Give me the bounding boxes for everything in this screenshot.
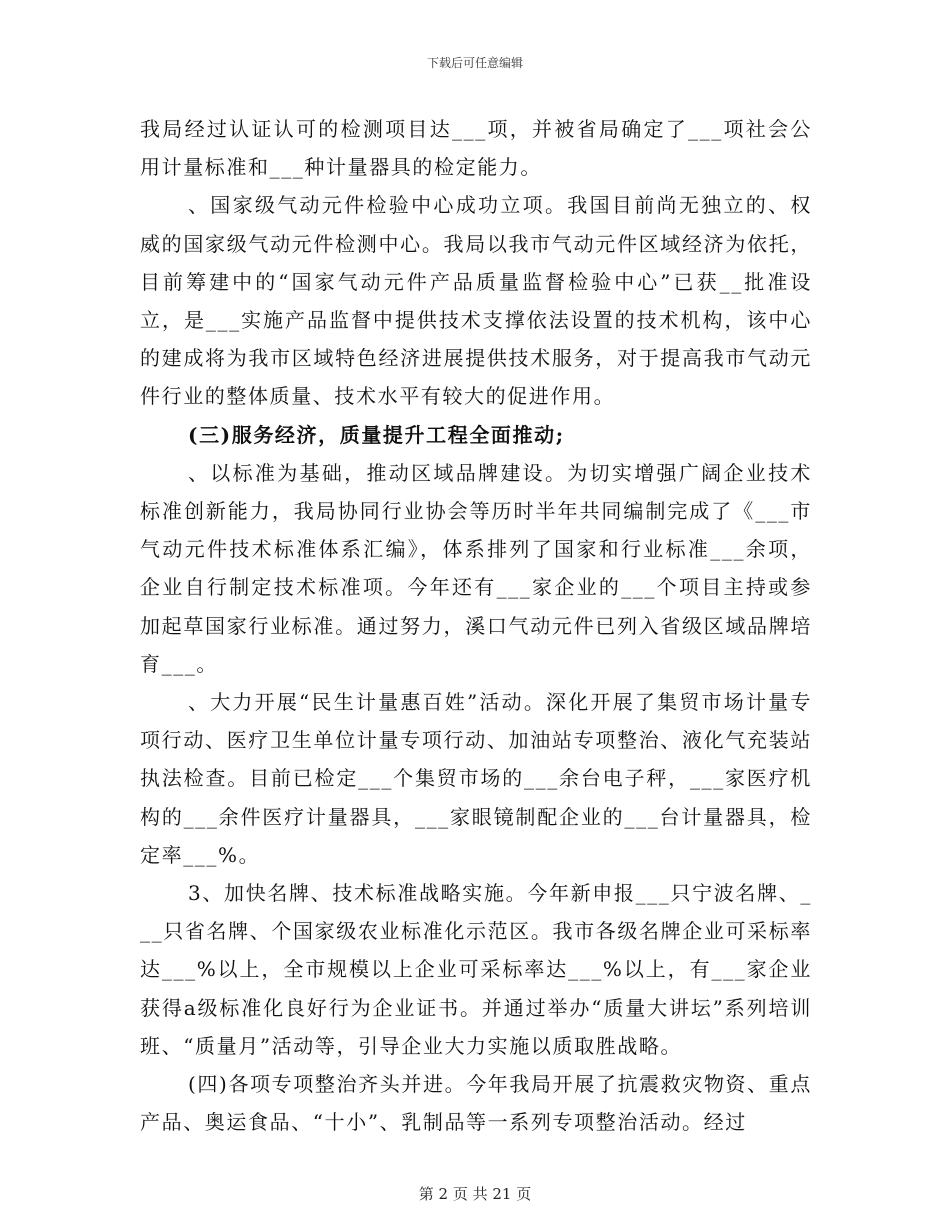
paragraph-7: (四)各项专项整治齐头并进。今年我局开展了抗震救灾物资、重点产品、奥运食品、“十小”、乳制品等一系列专项整治活动。经过 [140, 1072, 812, 1135]
document-body [140, 110, 812, 1141]
paragraph-4: 、以标准为基础，推动区域品牌建设。为切实增强广阔企业技术标准创新能力，我局协同行业协会等历时半年共同编制完成了《___市气动元件技术标准体系汇编》，体系排列了国家和行业标准___余项，企业自行制定技术标准项。今年还有___家企业的___个项目主持或参加起草国家行业标准。通过努力，溪口气动元件已列入省级区域品牌培育___。 [140, 460, 812, 676]
section-heading-3: (三)服务经济，质量提升工程全面推动; [188, 422, 565, 447]
page-footer: 第 2 页 共 21 页 [418, 1185, 532, 1203]
paragraph-5: 、大力开展“民生计量惠百姓”活动。深化开展了集贸市场计量专项行动、医疗卫生单位计量专项行动、加油站专项整治、液化气充装站执法检查。目前已检定___个集贸市场的___余台电子秤，___家医疗机构的___余件医疗计量器具，___家眼镜制配企业的___台计量器具，检定率___%。 [140, 690, 812, 867]
paragraph-2: 、国家级气动元件检验中心成功立项。我国目前尚无独立的、权威的国家级气动元件检测中心。我局以我市气动元件区域经济为依托，目前筹建中的“国家气动元件产品质量监督检验中心”已获__批准设立，是___实施产品监督中提供技术支撑依法设置的技术机构，该中心的建成将为我市区域特色经济进展提供技术服务，对于提高我市气动元件行业的整体质量、技术水平有较大的促进作用。 [140, 193, 812, 409]
paragraph-6: 3、加快名牌、技术标准战略实施。今年新申报___只宁波名牌、___只省名牌、个国家级农业标准化示范区。我市各级名牌企业可采标率达___%以上，全市规模以上企业可采标率达___%以上，有___家企业获得a级标准化良好行为企业证书。并通过举办“质量大讲坛”系列培训班、“质量月”活动等，引导企业大力实施以质取胜战略。 [140, 881, 812, 1058]
paragraph-1: 我局经过认证认可的检测项目达___项，并被省局确定了___项社会公用计量标准和___种计量器具的检定能力。 [140, 117, 812, 180]
page-header: 下载后可任意编辑 [426, 56, 523, 70]
